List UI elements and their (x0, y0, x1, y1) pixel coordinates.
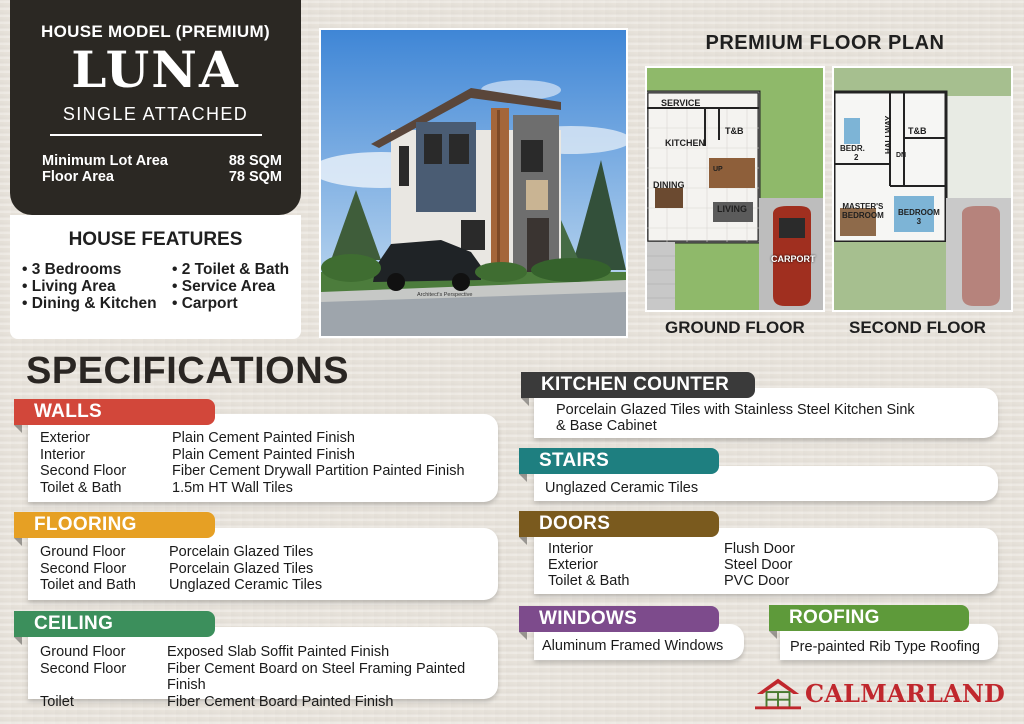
floor-area-label: Floor Area (42, 169, 114, 185)
features-list-left (22, 261, 157, 312)
ceiling-tab (14, 611, 215, 637)
spec-value: Fiber Cement Drywall Partition Painted Finish (172, 463, 465, 480)
stairs-label: STAIRS (539, 450, 610, 471)
spec-value: Fiber Cement Board on Steel Framing Painted Finish (167, 660, 466, 694)
spec-key: Ground Floor (40, 544, 126, 560)
second-floor-label: SECOND FLOOR (849, 318, 986, 337)
house-name: LUNA (71, 40, 240, 99)
title-divider (50, 134, 262, 136)
spec-value: Exposed Slab Soffit Painted Finish (167, 644, 390, 660)
bedroom-2-number: 2 (854, 153, 859, 162)
spec-value: 1.5m HT Wall Tiles (172, 479, 293, 496)
windows-label: WINDOWS (539, 608, 638, 629)
floor-plan-heading: PREMIUM FLOOR PLAN (705, 32, 945, 54)
spec-row (40, 694, 498, 711)
floor-area-row (42, 169, 282, 185)
lot-area-row (42, 153, 282, 169)
house-logo-icon (755, 676, 801, 710)
tab-fold (14, 425, 22, 433)
spec-key: Second Floor (40, 560, 127, 577)
brand-name: CALMARLAND (805, 678, 1005, 708)
doors-tab (519, 511, 719, 537)
feature-item: • Carport (172, 295, 238, 312)
spec-row (40, 463, 465, 480)
tab-fold (519, 474, 527, 482)
second-floor-drawing (834, 68, 1011, 310)
doors-label: DOORS (539, 513, 611, 534)
walls-rows (40, 430, 465, 496)
spec-value: Unglazed Ceramic Tiles (169, 577, 323, 594)
feature-item: • Service Area (172, 278, 276, 295)
kitchen-counter-tab (521, 372, 755, 398)
roofing-label: ROOFING (789, 607, 880, 628)
house-features-heading: HOUSE FEATURES (68, 229, 243, 250)
doors-rows (548, 541, 795, 589)
room-label-service: SERVICE (661, 98, 701, 108)
tab-fold (14, 637, 22, 645)
spec-key: Interior (548, 541, 594, 557)
tab-fold (519, 632, 527, 640)
masters-label-2: BEDROOM (842, 211, 884, 220)
doors-card (534, 528, 998, 594)
room-label-bedroom-2 (840, 144, 865, 162)
spec-row (40, 480, 465, 497)
feature-item: • Living Area (22, 278, 116, 295)
bedroom-2-label: BEDR. (840, 144, 865, 153)
roofing-tab (769, 605, 969, 631)
bedroom-3-number: 3 (916, 217, 922, 226)
floor-area-value: 78 SQM (228, 169, 282, 185)
windows-text: Aluminum Framed Windows (542, 638, 724, 654)
second-floor-plan (832, 66, 1013, 312)
walls-label: WALLS (34, 401, 102, 422)
spec-value: Flush Door (724, 541, 795, 557)
house-features-card (10, 215, 301, 339)
kitchen-counter-label: KITCHEN COUNTER (541, 374, 730, 395)
room-label-hallway: HALLWAY (884, 115, 893, 154)
spec-key: Exterior (40, 430, 90, 446)
spec-row (40, 577, 322, 594)
spec-row (40, 644, 498, 661)
room-label-living: LIVING (717, 204, 748, 214)
spec-value: Steel Door (724, 557, 793, 573)
spec-key: Interior (40, 446, 86, 463)
room-label-kitchen: KITCHEN (665, 138, 705, 148)
ceiling-rows (40, 644, 498, 710)
tab-fold (519, 537, 527, 545)
ceiling-label: CEILING (34, 613, 114, 634)
spec-row (40, 430, 465, 447)
spec-value: Porcelain Glazed Tiles (169, 544, 314, 560)
stairs-tab (519, 448, 719, 474)
spec-row (40, 544, 322, 561)
room-label-tb-2: T&B (908, 126, 927, 136)
spec-value: PVC Door (724, 573, 790, 589)
kitchen-counter-text (556, 402, 915, 434)
feature-item: • 3 Bedrooms (22, 261, 122, 278)
room-label-up: UP (713, 166, 723, 173)
room-label-dn: DN (896, 152, 907, 159)
flooring-label: FLOORING (34, 514, 137, 535)
spec-row (548, 573, 795, 589)
room-label-masters-bedroom (842, 202, 884, 220)
tab-fold (14, 538, 22, 546)
spec-key: Second Floor (40, 463, 127, 480)
walls-tab (14, 399, 215, 425)
spec-key: Toilet and Bath (40, 577, 136, 594)
kitchen-line-2: & Base Cabinet (556, 418, 657, 434)
feature-item: • 2 Toilet & Bath (172, 261, 290, 278)
specifications-heading: SPECIFICATIONS (26, 350, 349, 392)
spec-key: Toilet (40, 693, 74, 710)
stairs-text: Unglazed Ceramic Tiles (545, 480, 699, 496)
spec-value: Plain Cement Painted Finish (172, 446, 355, 463)
bedroom-3-label: BEDROOM (898, 208, 940, 217)
room-label-bedroom-3 (898, 208, 940, 226)
spec-row (548, 557, 795, 573)
ceiling-card (28, 627, 498, 710)
ground-floor-plan (645, 66, 825, 312)
spec-row (40, 447, 465, 464)
room-label-dining: DINING (653, 180, 685, 190)
feature-item: • Dining & Kitchen (22, 295, 157, 312)
house-illustration (321, 30, 626, 336)
photo-caption: Architect's Perspective (417, 292, 473, 298)
spec-value: Plain Cement Painted Finish (172, 430, 355, 446)
house-perspective-image (319, 28, 628, 338)
spec-key: Ground Floor (40, 644, 126, 660)
house-type: SINGLE ATTACHED (62, 104, 249, 124)
spec-value: Fiber Cement Board Painted Finish (167, 693, 394, 710)
tab-fold (769, 631, 777, 639)
features-list-right (172, 261, 289, 312)
ground-floor-label: GROUND FLOOR (665, 318, 805, 337)
house-model-label: HOUSE MODEL (PREMIUM) (41, 22, 270, 41)
windows-tab (519, 606, 719, 632)
tab-fold (521, 398, 529, 406)
lot-area-value: 88 SQM (228, 153, 282, 169)
spec-value: Porcelain Glazed Tiles (169, 560, 314, 577)
kitchen-line-1: Porcelain Glazed Tiles with Stainless Steel Kitchen Sink (556, 402, 915, 418)
spec-key: Toilet & Bath (40, 479, 122, 496)
flooring-card (28, 528, 498, 600)
calmarland-logo (755, 673, 1005, 713)
spec-row (548, 541, 795, 557)
spec-row (40, 661, 498, 694)
spec-row (40, 561, 322, 578)
roofing-text: Pre-painted Rib Type Roofing (790, 639, 980, 655)
spec-key: Exterior (548, 557, 598, 573)
walls-card (28, 414, 498, 502)
room-label-tb: T&B (725, 126, 744, 136)
flooring-tab (14, 512, 215, 538)
spec-key: Second Floor (40, 660, 127, 677)
flooring-rows (40, 544, 322, 594)
room-label-carport: CARPORT (771, 254, 816, 264)
spec-key: Toilet & Bath (548, 573, 630, 589)
lot-area-label: Minimum Lot Area (42, 153, 168, 169)
masters-label-1: MASTER'S (842, 202, 884, 211)
title-panel (10, 0, 301, 215)
